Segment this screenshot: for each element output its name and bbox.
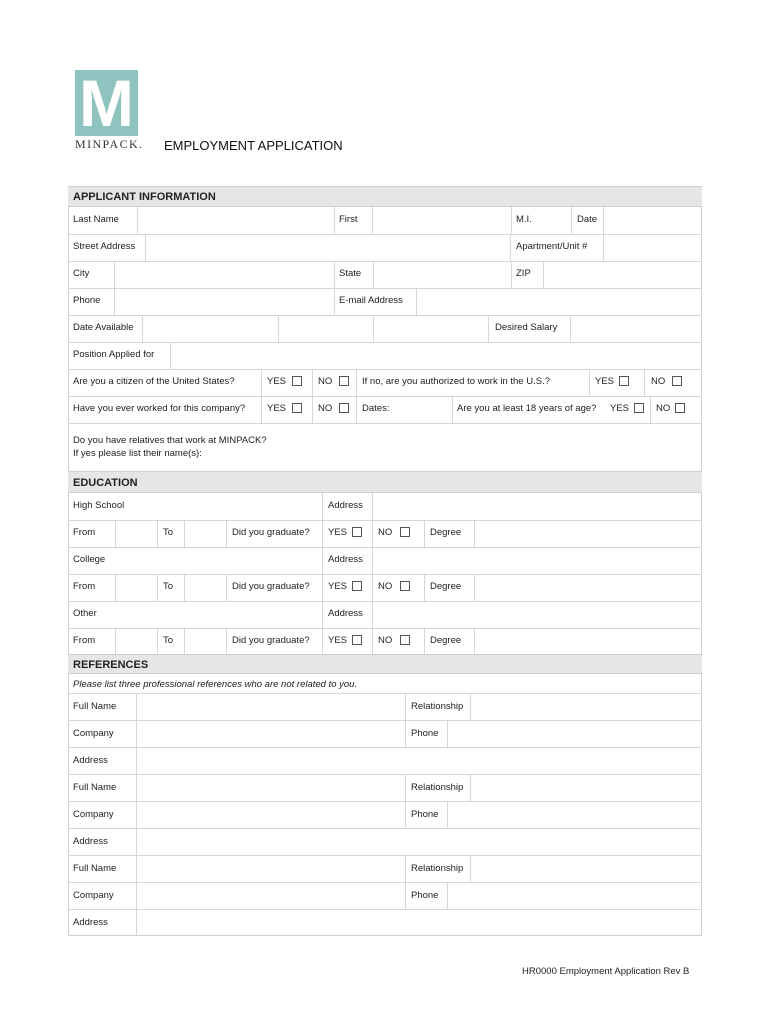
authorized-yes-label: YES — [595, 376, 615, 387]
city-label: City — [73, 268, 90, 279]
other-yes-checkbox[interactable] — [352, 635, 362, 645]
footer-form-id: HR0000 Employment Application Rev B — [522, 966, 690, 977]
other-to-field[interactable] — [185, 629, 225, 654]
ref2-relationship-field[interactable] — [471, 775, 701, 800]
authorized-no-checkbox[interactable] — [672, 376, 682, 386]
email-label: E-mail Address — [339, 295, 403, 306]
email-field[interactable] — [417, 289, 701, 314]
relatives-names-label: If yes please list their name(s): — [73, 448, 202, 459]
last-name-field[interactable] — [138, 208, 333, 233]
section-education: EDUCATION — [68, 471, 702, 493]
ref3-company-field[interactable] — [137, 883, 403, 908]
hs-graduate-question: Did you graduate? — [232, 527, 310, 538]
date-field[interactable] — [604, 208, 701, 233]
last-name-label: Last Name — [73, 214, 119, 225]
date-available-label: Date Available — [73, 322, 134, 333]
date-available-field[interactable] — [143, 316, 277, 341]
ref2-company-label: Company — [73, 809, 114, 820]
age-no-label: NO — [656, 403, 671, 414]
zip-field[interactable] — [544, 262, 701, 287]
ref3-full-name-label: Full Name — [73, 863, 117, 874]
phone-field[interactable] — [115, 289, 333, 314]
college-to-field[interactable] — [185, 575, 225, 600]
logo-letter: M — [79, 66, 134, 140]
ref1-full-name-label: Full Name — [73, 701, 117, 712]
ref3-full-name-field[interactable] — [137, 856, 403, 881]
ref1-company-field[interactable] — [137, 721, 403, 746]
ref3-address-field[interactable] — [137, 910, 701, 934]
ref2-phone-field[interactable] — [448, 802, 701, 827]
ref1-company-label: Company — [73, 728, 114, 739]
college-from-field[interactable] — [116, 575, 156, 600]
citizen-yes-checkbox[interactable] — [292, 376, 302, 386]
ref3-company-label: Company — [73, 890, 114, 901]
city-field[interactable] — [115, 262, 333, 287]
authorized-no-label: NO — [651, 376, 666, 387]
hs-degree-field[interactable] — [475, 521, 701, 546]
street-address-label: Street Address — [73, 241, 136, 252]
middle-initial-label: M.I. — [516, 214, 532, 225]
position-field[interactable] — [171, 343, 701, 368]
authorized-question: If no, are you authorized to work in the U.S.? — [362, 376, 550, 387]
citizen-question: Are you a citizen of the United States? — [73, 376, 235, 387]
ref2-address-field[interactable] — [137, 829, 701, 854]
other-degree-label: Degree — [430, 635, 462, 646]
college-degree-field[interactable] — [475, 575, 701, 600]
high-school-address-field[interactable] — [373, 494, 701, 519]
other-school-field[interactable] — [135, 602, 321, 627]
ref2-full-name-label: Full Name — [73, 782, 117, 793]
phone-label: Phone — [73, 295, 101, 306]
worked-yes-label: YES — [267, 403, 287, 414]
other-to-label: To — [163, 635, 174, 646]
state-field[interactable] — [374, 262, 510, 287]
college-to-label: To — [163, 581, 174, 592]
logo-wordmark: MINPACK. — [75, 137, 144, 151]
age-no-checkbox[interactable] — [675, 403, 685, 413]
hs-degree-label: Degree — [430, 527, 462, 538]
state-label: State — [339, 268, 362, 279]
ref1-phone-field[interactable] — [448, 721, 701, 746]
college-no-label: NO — [378, 581, 393, 592]
other-no-checkbox[interactable] — [400, 635, 410, 645]
ref3-address-label: Address — [73, 917, 108, 928]
ref1-phone-label: Phone — [411, 728, 439, 739]
worked-no-label: NO — [318, 403, 333, 414]
ref2-relationship-label: Relationship — [411, 782, 464, 793]
ref1-address-label: Address — [73, 755, 108, 766]
first-name-field[interactable] — [373, 208, 510, 233]
other-school-label: Other — [73, 608, 97, 619]
age-question: Are you at least 18 years of age? — [457, 403, 597, 414]
high-school-address-label: Address — [328, 500, 363, 511]
other-yes-label: YES — [328, 635, 348, 646]
college-from-label: From — [73, 581, 96, 592]
college-yes-checkbox[interactable] — [352, 581, 362, 591]
worked-question: Have you ever worked for this company? — [73, 403, 246, 414]
hs-to-label: To — [163, 527, 174, 538]
street-address-field[interactable] — [146, 235, 509, 260]
college-no-checkbox[interactable] — [400, 581, 410, 591]
high-school-field[interactable] — [135, 494, 321, 519]
other-degree-field[interactable] — [475, 629, 701, 654]
date-label: Date — [577, 214, 598, 225]
ref1-relationship-field[interactable] — [471, 694, 701, 719]
ref3-phone-label: Phone — [411, 890, 439, 901]
ref3-phone-field[interactable] — [448, 883, 701, 908]
desired-salary-field[interactable] — [571, 316, 701, 341]
hs-from-label: From — [73, 527, 96, 538]
other-address-label: Address — [328, 608, 363, 619]
college-address-label: Address — [328, 554, 363, 565]
ref2-phone-label: Phone — [411, 809, 439, 820]
citizen-no-label: NO — [318, 376, 333, 387]
ref3-relationship-field[interactable] — [471, 856, 701, 881]
ref2-address-label: Address — [73, 836, 108, 847]
citizen-no-checkbox[interactable] — [339, 376, 349, 386]
ref1-full-name-field[interactable] — [137, 694, 403, 719]
references-instruction: Please list three professional references who are not related to you. — [73, 679, 358, 690]
first-name-label: First — [339, 214, 358, 225]
apartment-field[interactable] — [604, 235, 701, 260]
dates-label: Dates: — [362, 403, 390, 414]
relatives-question: Do you have relatives that work at MINPACK? — [73, 435, 267, 446]
hs-from-field[interactable] — [116, 521, 156, 546]
citizen-yes-label: YES — [267, 376, 287, 387]
ref1-relationship-label: Relationship — [411, 701, 464, 712]
page-title: EMPLOYMENT APPLICATION — [164, 138, 343, 153]
worked-no-checkbox[interactable] — [339, 403, 349, 413]
hs-yes-checkbox[interactable] — [352, 527, 362, 537]
age-yes-label: YES — [610, 403, 630, 414]
other-graduate-question: Did you graduate? — [232, 635, 310, 646]
section-applicant-information: APPLICANT INFORMATION — [68, 186, 702, 207]
other-no-label: NO — [378, 635, 393, 646]
hs-no-checkbox[interactable] — [400, 527, 410, 537]
other-address-field[interactable] — [373, 602, 701, 627]
zip-label: ZIP — [516, 268, 531, 279]
ref1-address-field[interactable] — [137, 748, 701, 773]
ref2-full-name-field[interactable] — [137, 775, 403, 800]
high-school-label: High School — [73, 500, 125, 511]
college-degree-label: Degree — [430, 581, 462, 592]
college-label: College — [73, 554, 106, 565]
college-graduate-question: Did you graduate? — [232, 581, 310, 592]
other-from-field[interactable] — [116, 629, 156, 654]
college-address-field[interactable] — [373, 548, 701, 573]
apartment-label: Apartment/Unit # — [516, 241, 588, 252]
authorized-yes-checkbox[interactable] — [619, 376, 629, 386]
position-label: Position Applied for — [73, 349, 155, 360]
age-yes-checkbox[interactable] — [634, 403, 644, 413]
other-from-label: From — [73, 635, 96, 646]
hs-to-field[interactable] — [185, 521, 225, 546]
relatives-names-field[interactable] — [220, 445, 700, 467]
ref3-relationship-label: Relationship — [411, 863, 464, 874]
dates-field[interactable] — [393, 397, 451, 422]
ref2-company-field[interactable] — [137, 802, 403, 827]
section-references: REFERENCES — [68, 654, 702, 674]
hs-yes-label: YES — [328, 527, 348, 538]
worked-yes-checkbox[interactable] — [292, 403, 302, 413]
desired-salary-label: Desired Salary — [495, 322, 558, 333]
college-field[interactable] — [135, 548, 321, 573]
college-yes-label: YES — [328, 581, 348, 592]
hs-no-label: NO — [378, 527, 393, 538]
